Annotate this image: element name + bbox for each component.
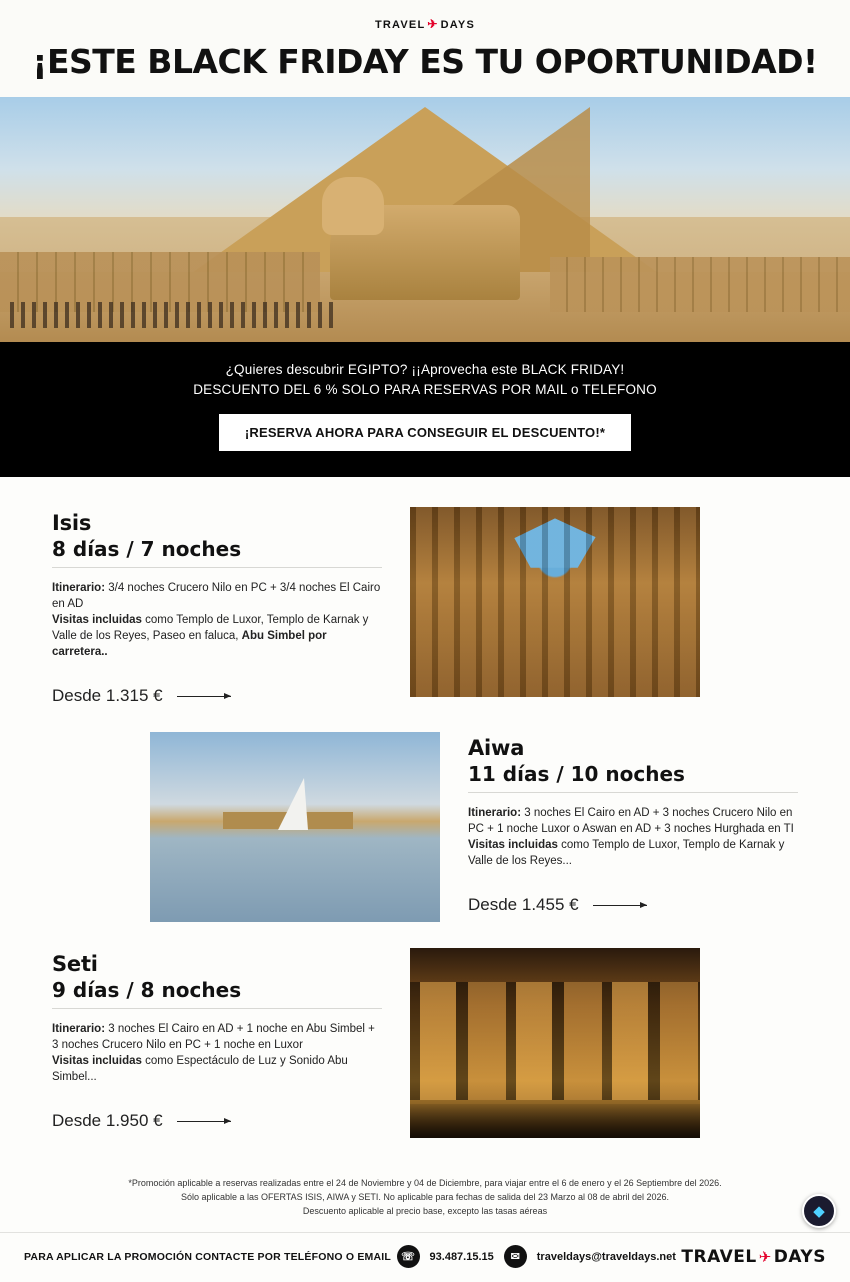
offer-image-nile	[150, 732, 440, 922]
brand-logo-footer	[681, 1247, 826, 1267]
visits-text: como Templo de Luxor, Templo de Karnak y Valle de los Reyes...	[468, 839, 785, 867]
offer-card-isis	[52, 507, 798, 706]
hero-crowd	[10, 302, 340, 328]
airplane-icon: ✈	[427, 17, 439, 31]
offer-image-abu-simbel	[410, 948, 700, 1138]
itinerary-text: 3 noches El Cairo en AD + 1 noche en Abu Simbel + 3 noches Crucero Nilo en PC + 1 noche en Luxor	[52, 1023, 375, 1051]
offer-text-aiwa	[468, 732, 798, 915]
offer-duration: 11 días / 10 noches	[468, 762, 798, 793]
promo-line-2: DESCUENTO DEL 6 % SOLO PARA RESERVAS POR MAIL o TELEFONO	[193, 382, 657, 397]
itinerary-text: 3/4 noches Crucero Nilo en PC + 3/4 noches El Cairo en AD	[52, 582, 381, 610]
chat-widget-icon[interactable]: ◆	[802, 1194, 836, 1228]
visits-highlight: Abu Simbel por carretera..	[52, 630, 327, 658]
legal-line-2: Sólo aplicable a las OFERTAS ISIS, AIWA y SETI. No aplicable para fechas de salida del 23 Marzo al 08 de abril del 2026.	[180, 1192, 670, 1202]
offer-title: Aiwa	[468, 736, 525, 760]
offer-text-seti	[52, 948, 382, 1131]
legal-disclaimer	[0, 1164, 850, 1232]
brand-name-part2: DAYS	[773, 1246, 826, 1267]
itinerary-label: Itinerario:	[52, 582, 106, 594]
visits-text: como Templo de Luxor, Templo de Karnak y Valle de los Reyes, Paseo en faluca,	[52, 614, 369, 642]
itinerary-label: Itinerario:	[468, 807, 522, 819]
price-row[interactable]	[52, 686, 382, 706]
airplane-icon: ✈	[758, 1247, 772, 1266]
itinerary-label: Itinerario:	[52, 1023, 106, 1035]
promo-line-1: ¿Quieres descubrir EGIPTO? ¡¡Aprovecha este BLACK FRIDAY!	[225, 362, 625, 377]
reserve-now-button[interactable]: ¡RESERVA AHORA PARA CONSEGUIR EL DESCUENTO!*	[219, 414, 631, 451]
brand-name-part2: DAYS	[440, 19, 475, 31]
offer-text-isis	[52, 507, 382, 706]
visits-text: como Espectáculo de Luz y Sonido Abu Simbel...	[52, 1055, 348, 1083]
footer-contacts	[397, 1245, 676, 1268]
arrow-right-icon[interactable]	[177, 696, 231, 697]
legal-line-3: Descuento aplicable al precio base, excepto las tasas aéreas	[302, 1206, 548, 1216]
offers-section	[0, 477, 850, 1138]
offer-card-seti	[52, 948, 798, 1138]
phone-icon: ☏	[397, 1245, 420, 1268]
arrow-right-icon[interactable]	[593, 905, 647, 906]
itinerary-text: 3 noches El Cairo en AD + 3 noches Crucero Nilo en PC + 1 noche Luxor o Aswan en AD + 3 noches Hurghada en TI	[468, 807, 794, 835]
page-title: ¡ESTE BLACK FRIDAY ES TU OPORTUNIDAD!	[32, 42, 818, 81]
offer-description	[52, 1021, 382, 1085]
footer-email[interactable]: traveldays@traveldays.net	[536, 1250, 676, 1263]
footer-cta-text: PARA APLICAR LA PROMOCIÓN CONTACTE POR TELÉFONO O EMAIL	[24, 1250, 392, 1263]
sphinx-shape	[330, 205, 520, 300]
envelope-icon: ✉	[504, 1245, 527, 1268]
hero-ruins-right	[550, 257, 850, 312]
footer-phone[interactable]: 93.487.15.15	[429, 1250, 494, 1263]
offer-image-karnak	[410, 507, 700, 697]
offer-card-aiwa	[52, 732, 798, 922]
arrow-right-icon[interactable]	[177, 1121, 231, 1122]
brand-name-part1: TRAVEL	[681, 1246, 757, 1267]
offer-title: Seti	[52, 952, 98, 976]
page-footer	[0, 1232, 850, 1282]
offer-price: Desde 1.455 €	[468, 895, 579, 914]
offer-duration: 9 días / 8 noches	[52, 978, 382, 1009]
offer-price: Desde 1.315 €	[52, 686, 163, 705]
price-row[interactable]	[468, 895, 798, 915]
offer-duration: 8 días / 7 noches	[52, 537, 382, 568]
visits-label: Visitas incluidas	[52, 614, 142, 626]
page-header	[0, 0, 850, 97]
offer-title: Isis	[52, 511, 92, 535]
offer-description	[468, 805, 798, 869]
legal-line-1: *Promoción aplicable a reservas realizadas entre el 24 de Noviembre y 04 de Diciembre, para viajar entre el 6 de enero y el 26 Septiembre del 2026.	[128, 1178, 722, 1188]
offer-price: Desde 1.950 €	[52, 1111, 163, 1130]
brand-logo-top	[0, 18, 850, 32]
offer-description	[52, 580, 382, 660]
visits-label: Visitas incluidas	[468, 839, 558, 851]
price-row[interactable]	[52, 1111, 382, 1131]
brand-name-part1: TRAVEL	[374, 19, 426, 31]
promo-banner	[0, 342, 850, 477]
hero-image	[0, 97, 850, 342]
visits-label: Visitas incluidas	[52, 1055, 142, 1067]
